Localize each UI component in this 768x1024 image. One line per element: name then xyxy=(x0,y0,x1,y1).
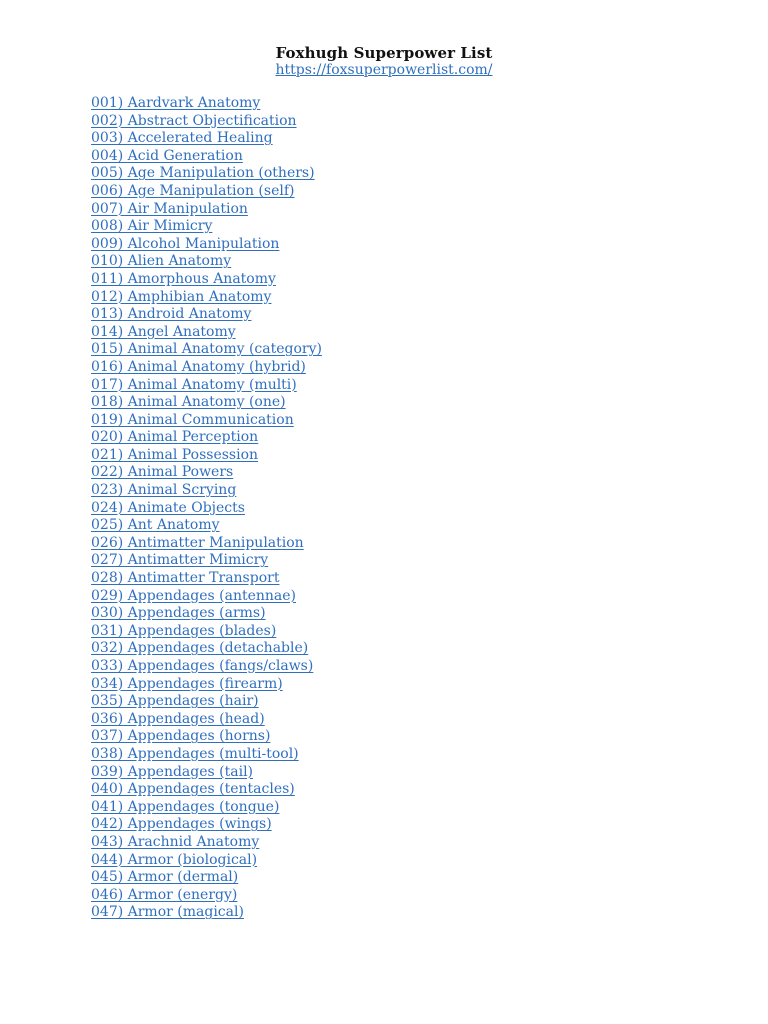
list-item xyxy=(91,799,322,817)
list-item xyxy=(91,623,322,641)
superpower-link[interactable]: 018) Animal Anatomy (one) xyxy=(91,394,286,411)
superpower-link[interactable]: 007) Air Manipulation xyxy=(91,200,248,217)
list-item xyxy=(91,852,322,870)
list-item xyxy=(91,289,322,307)
superpower-list xyxy=(91,95,322,922)
list-item xyxy=(91,676,322,694)
superpower-link[interactable]: 026) Antimatter Manipulation xyxy=(91,534,304,551)
list-item xyxy=(91,165,322,183)
superpower-link[interactable]: 041) Appendages (tongue) xyxy=(91,798,280,815)
list-item xyxy=(91,324,322,342)
superpower-link[interactable]: 039) Appendages (tail) xyxy=(91,763,254,780)
superpower-link[interactable]: 024) Animate Objects xyxy=(91,499,245,516)
superpower-link[interactable]: 009) Alcohol Manipulation xyxy=(91,235,280,252)
superpower-link[interactable]: 036) Appendages (head) xyxy=(91,710,265,727)
superpower-link[interactable]: 037) Appendages (horns) xyxy=(91,728,271,745)
list-item xyxy=(91,447,322,465)
superpower-link[interactable]: 028) Antimatter Transport xyxy=(91,570,280,587)
superpower-link[interactable]: 042) Appendages (wings) xyxy=(91,816,272,833)
list-item xyxy=(91,517,322,535)
list-item xyxy=(91,640,322,658)
superpower-link[interactable]: 033) Appendages (fangs/claws) xyxy=(91,658,314,674)
superpower-link[interactable]: 006) Age Manipulation (self) xyxy=(91,182,295,199)
superpower-link[interactable]: 008) Air Mimicry xyxy=(91,218,213,235)
superpower-link[interactable]: 030) Appendages (arms) xyxy=(91,605,266,622)
superpower-link[interactable]: 034) Appendages (firearm) xyxy=(91,675,283,692)
superpower-link[interactable]: 029) Appendages (antennae) xyxy=(91,587,297,604)
superpower-link[interactable]: 017) Animal Anatomy (multi) xyxy=(91,376,297,393)
superpower-link[interactable]: 019) Animal Communication xyxy=(91,411,294,428)
superpower-link[interactable]: 016) Animal Anatomy (hybrid) xyxy=(91,358,306,375)
superpower-link[interactable]: 044) Armor (biological) xyxy=(91,851,258,868)
superpower-link[interactable]: 002) Abstract Objectification xyxy=(91,112,297,129)
list-item xyxy=(91,201,322,219)
superpower-link[interactable]: 005) Age Manipulation (others) xyxy=(91,165,315,182)
superpower-link[interactable]: 001) Aardvark Anatomy xyxy=(91,95,261,111)
list-item xyxy=(91,130,322,148)
superpower-link[interactable]: 015) Animal Anatomy (category) xyxy=(91,341,322,358)
superpower-link[interactable]: 047) Armor (magical) xyxy=(91,904,244,921)
superpower-link[interactable]: 020) Animal Perception xyxy=(91,429,259,446)
list-item xyxy=(91,588,322,606)
superpower-link[interactable]: 035) Appendages (hair) xyxy=(91,693,259,710)
list-item xyxy=(91,570,322,588)
list-item xyxy=(91,746,322,764)
superpower-link[interactable]: 043) Arachnid Anatomy xyxy=(91,833,260,850)
list-item xyxy=(91,271,322,289)
list-item xyxy=(91,464,322,482)
list-item xyxy=(91,816,322,834)
list-item xyxy=(91,306,322,324)
superpower-link[interactable]: 038) Appendages (multi-tool) xyxy=(91,745,299,762)
superpower-link[interactable]: 010) Alien Anatomy xyxy=(91,253,232,270)
document-title: Foxhugh Superpower List xyxy=(275,44,493,62)
list-item xyxy=(91,482,322,500)
superpower-link[interactable]: 045) Armor (dermal) xyxy=(91,869,239,886)
list-item xyxy=(91,764,322,782)
superpower-link[interactable]: 011) Amorphous Anatomy xyxy=(91,270,276,287)
superpower-link[interactable]: 025) Ant Anatomy xyxy=(91,517,220,534)
list-item xyxy=(91,711,322,729)
list-item xyxy=(91,377,322,395)
superpower-link[interactable]: 046) Armor (energy) xyxy=(91,886,238,903)
list-item xyxy=(91,95,322,113)
list-item xyxy=(91,236,322,254)
list-item xyxy=(91,552,322,570)
list-item xyxy=(91,728,322,746)
superpower-link[interactable]: 003) Accelerated Healing xyxy=(91,130,273,147)
superpower-link[interactable]: 021) Animal Possession xyxy=(91,446,259,463)
list-item xyxy=(91,781,322,799)
list-item xyxy=(91,394,322,412)
list-item xyxy=(91,887,322,905)
list-item xyxy=(91,834,322,852)
list-item xyxy=(91,869,322,887)
website-link[interactable]: https://foxsuperpowerlist.com/ xyxy=(275,62,493,78)
list-item xyxy=(91,904,322,922)
list-item xyxy=(91,113,322,131)
list-item xyxy=(91,183,322,201)
superpower-link[interactable]: 022) Animal Powers xyxy=(91,464,234,481)
list-item xyxy=(91,658,322,676)
superpower-link[interactable]: 004) Acid Generation xyxy=(91,147,243,164)
superpower-link[interactable]: 027) Antimatter Mimicry xyxy=(91,552,269,569)
list-item xyxy=(91,412,322,430)
superpower-link[interactable]: 012) Amphibian Anatomy xyxy=(91,288,272,305)
list-item xyxy=(91,535,322,553)
list-item xyxy=(91,253,322,271)
list-item xyxy=(91,500,322,518)
superpower-link[interactable]: 014) Angel Anatomy xyxy=(91,323,236,340)
list-item xyxy=(91,341,322,359)
list-item xyxy=(91,693,322,711)
list-item xyxy=(91,429,322,447)
list-item xyxy=(91,218,322,236)
list-item xyxy=(91,605,322,623)
superpower-link[interactable]: 032) Appendages (detachable) xyxy=(91,640,309,657)
superpower-link[interactable]: 031) Appendages (blades) xyxy=(91,622,277,639)
list-item xyxy=(91,148,322,166)
superpower-link[interactable]: 013) Android Anatomy xyxy=(91,306,252,323)
superpower-link[interactable]: 023) Animal Scrying xyxy=(91,482,237,499)
list-item xyxy=(91,359,322,377)
superpower-link[interactable]: 040) Appendages (tentacles) xyxy=(91,781,295,798)
